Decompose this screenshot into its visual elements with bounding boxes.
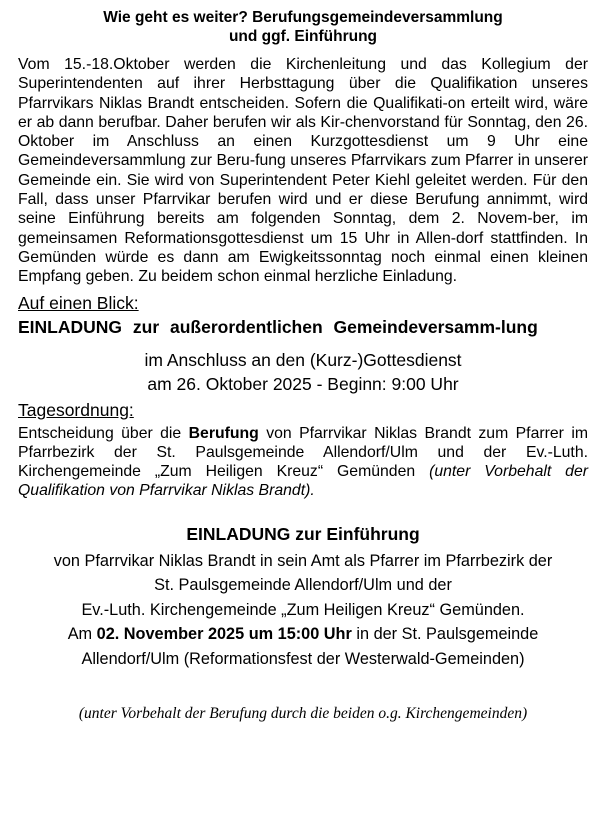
installation-title: EINLADUNG zur Einführung — [186, 523, 420, 544]
agenda-text-part2: von Pfarrvikar Niklas Brandt zum Pfarrer im Pfarrbezirk der St. Paulsgemeinde Allendorf/Ulm und der Ev.-Luth. Kirchengemeinde „Zum Heiligen Kreuz“ Gemünden — [18, 424, 588, 481]
installation-line-1: von Pfarrvikar Niklas Brandt in sein Amt als Pfarrer im Pfarrbezirk der — [53, 551, 553, 570]
title-line-1: Wie geht es weiter? Berufungsgemeindeversammlung — [103, 9, 503, 26]
page-title — [18, 8, 588, 46]
overview-heading: Auf einen Blick: — [18, 292, 139, 313]
agenda-heading: Tagesordnung: — [18, 399, 134, 420]
installation-line-5: Allendorf/Ulm (Reformationsfest der Westerwald-Gemeinden) — [81, 649, 525, 668]
footnote: (unter Vorbehalt der Berufung durch die beiden o.g. Kirchengemeinden) — [78, 705, 528, 723]
installation-line-4 — [18, 622, 588, 647]
installation-line-2: St. Paulsgemeinde Allendorf/Ulm und der — [154, 576, 452, 595]
agenda-text-italic: (unter Vorbehalt der Qualifikation von Pfarrvikar Niklas Brandt). — [18, 463, 588, 500]
agenda-text-bold: Berufung — [188, 424, 259, 442]
installation-line-4-post: in der St. Paulsgemeinde — [351, 625, 539, 644]
intro-paragraph: Vom 15.-18.Oktober werden die Kirchenleitung und das Kollegium der Superintendenten auf ihrer Herbsttagung über die Qualifikation unseres Pfarrvikars Niklas Brandt entscheiden. Sofern die Qualifikati-on erteilt wird, wäre er ab dann berufbar. Daher berufen wir als Kir-chenvorstand für Sonntag, den 26. Oktober im Anschluss an einen Kurzgottesdienst um 9 Uhr eine Gemeindeversammlung zur Beru-fung unseres Pfarrvikars zum Pfarrer in unserer Gemeinde ein. Sie wird von Superintendent Peter Kiehl geleitet werden. Für den Fall, dass unser Pfarrvikar berufen wird und er diese Berufung annimmt, wird seine Einführung bereits am folgenden Sonntag, dem 2. Novem-ber, im gemeinsamen Reformationsgottesdienst um 15 Uhr in Allen-dorf stattfinden. In Gemünden würde es dann am Ewigkeitssonntag noch einmal einen kleinen Empfang geben. Zu beidem schon einmal herzliche Einladung. — [18, 56, 588, 286]
title-line-2: und ggf. Einführung — [228, 28, 378, 45]
agenda-text-part1: Entscheidung über die — [18, 424, 189, 442]
after-service-line: im Anschluss an den (Kurz-)Gottesdienst — [144, 349, 462, 370]
invitation-assembly: EINLADUNG zur außerordentlichen Gemeindeversamm-lung — [18, 316, 538, 337]
installation-line-3: Ev.-Luth. Kirchengemeinde „Zum Heiligen Kreuz“ Gemünden. — [81, 600, 525, 619]
agenda-text — [18, 424, 588, 501]
assembly-date-line: am 26. Oktober 2025 - Beginn: 9:00 Uhr — [147, 373, 459, 394]
installation-line-4-pre: Am — [67, 625, 97, 644]
installation-date: 02. November 2025 um 15:00 Uhr — [96, 625, 352, 644]
